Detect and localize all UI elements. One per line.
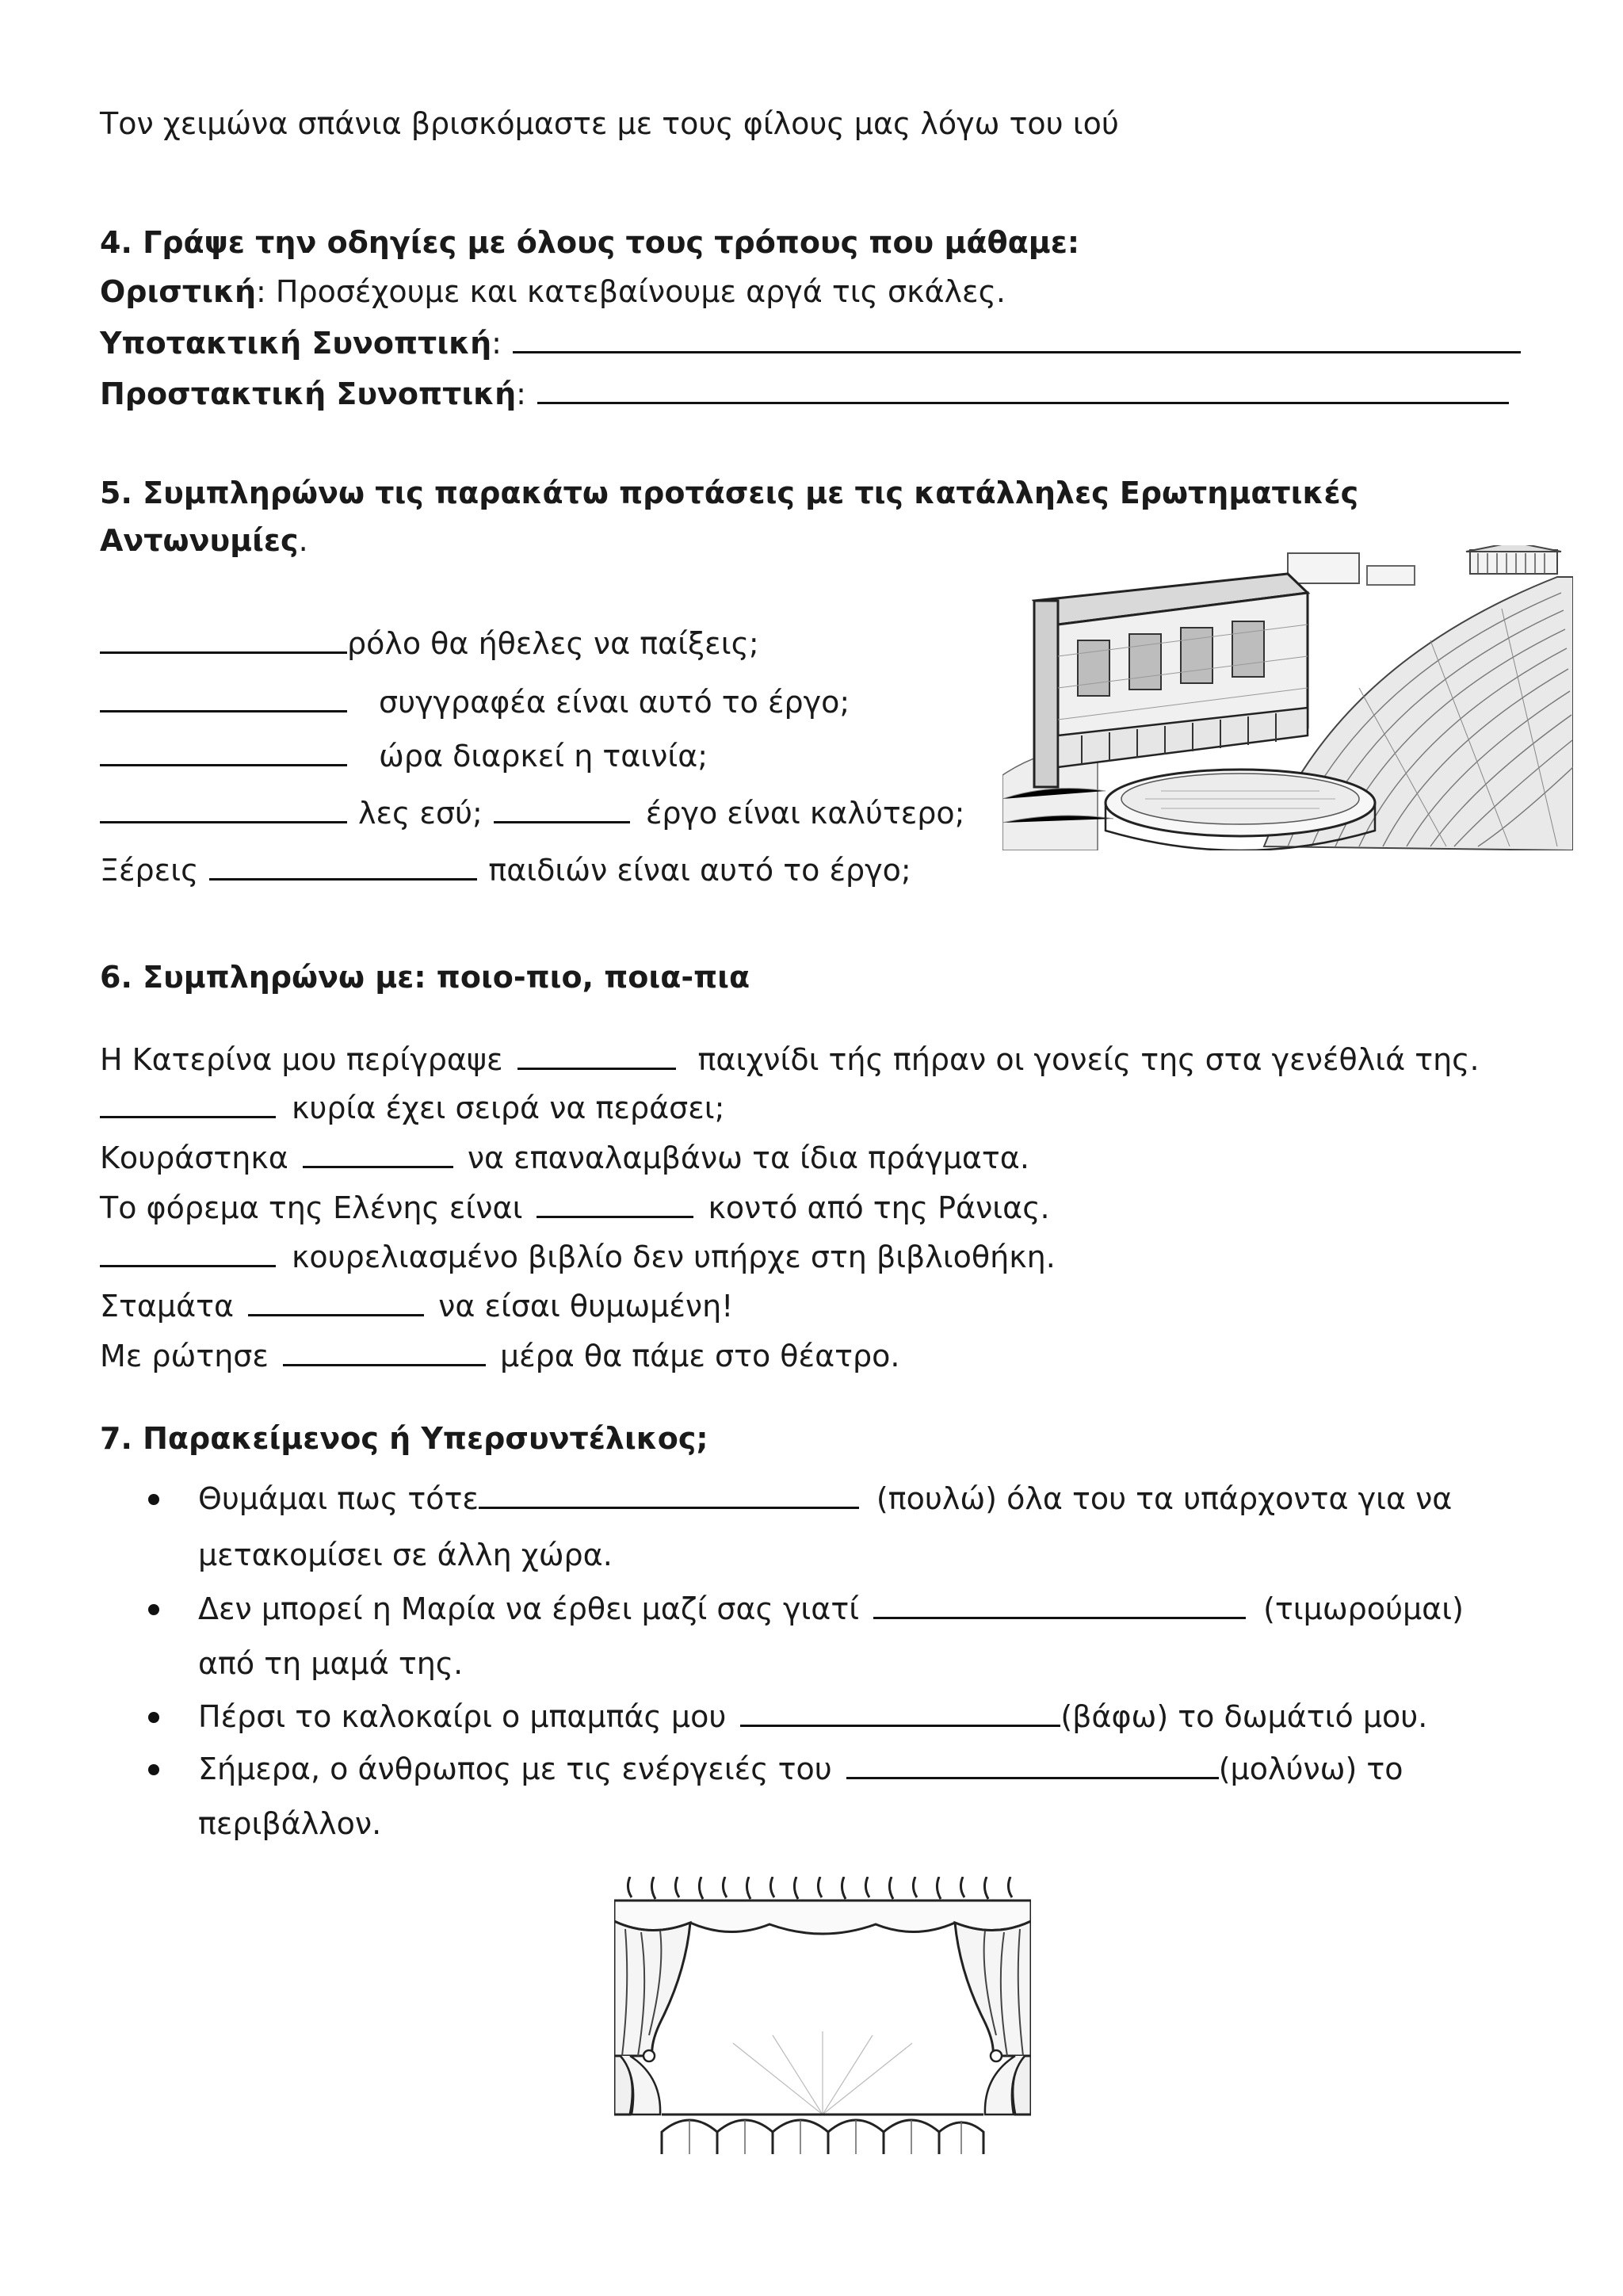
answer-blank[interactable] bbox=[303, 1139, 453, 1168]
q6-l6b-text: να είσαι θυμωμένη! bbox=[438, 1289, 734, 1324]
q7-title: 7. Παρακείμενος ή Υπερσυντέλικος; bbox=[100, 1421, 708, 1456]
q6-l3a-text: Κουράστηκα bbox=[100, 1140, 288, 1175]
answer-blank[interactable] bbox=[873, 1590, 1246, 1619]
q7-item-4-line-2: περιβάλλον. bbox=[198, 1806, 382, 1841]
answer-blank[interactable] bbox=[248, 1287, 424, 1316]
q6-l6a-text: Σταμάτα bbox=[100, 1289, 235, 1324]
answer-blank[interactable] bbox=[100, 683, 347, 712]
bullet-dot bbox=[148, 1712, 159, 1723]
q5-s5a-text: Ξέρεις bbox=[100, 853, 199, 888]
q6-line-7 bbox=[100, 1336, 899, 1376]
answer-blank[interactable] bbox=[537, 375, 1509, 404]
q5-title-period: . bbox=[298, 523, 308, 558]
q5-sentence-4 bbox=[100, 793, 964, 833]
q4-row-oristiki bbox=[100, 272, 1006, 311]
q5-s3-text: ώρα διαρκεί η ταινία; bbox=[379, 739, 708, 774]
q5-sentence-2 bbox=[100, 682, 850, 722]
answer-blank[interactable] bbox=[100, 737, 347, 766]
q4-row-prostaktiki bbox=[100, 374, 1509, 414]
q4-title: 4. Γράψε την οδηγίες με όλους τους τρόπους που μάθαμε: bbox=[100, 225, 1080, 260]
q6-line-2 bbox=[100, 1088, 724, 1128]
q4-label-prostaktiki: Προστακτική Συνοπτική bbox=[100, 376, 517, 411]
q5-title-line1: 5. Συμπληρώνω τις παρακάτω προτάσεις με τις κατάλληλες Ερωτηματικές bbox=[100, 476, 1359, 510]
q6-l2-text: κυρία έχει σειρά να περάσει; bbox=[292, 1091, 725, 1125]
answer-blank[interactable] bbox=[740, 1698, 1060, 1727]
q6-line-6 bbox=[100, 1286, 733, 1326]
q4-label-ypotaktiki: Υποτακτική Συνοπτική bbox=[100, 326, 492, 361]
q4-label-oristiki: Οριστική bbox=[100, 274, 257, 309]
answer-blank[interactable] bbox=[100, 1089, 276, 1118]
answer-blank[interactable] bbox=[100, 1238, 276, 1267]
q6-l3b-text: να επαναλαμβάνω τα ίδια πράγματα. bbox=[467, 1140, 1029, 1175]
q5-title-line2 bbox=[100, 521, 308, 560]
intro-sentence: Τον χειμώνα σπάνια βρισκόμαστε με τους φίλους μας λόγω του ιού bbox=[100, 106, 1119, 141]
q7-b1b-text: (πουλώ) όλα του τα υπάρχοντα για να bbox=[876, 1481, 1453, 1516]
q5-s1-text: ρόλο θα ήθελες να παίξεις; bbox=[347, 626, 759, 661]
q6-line-1 bbox=[100, 1040, 1480, 1079]
q6-line-4 bbox=[100, 1188, 1050, 1228]
q6-l1b-text: παιχνίδι τής πήραν οι γονείς της στα γενέθλιά της. bbox=[697, 1042, 1480, 1077]
q7-b2b-text: (τιμωρούμαι) bbox=[1263, 1591, 1464, 1626]
q6-line-3 bbox=[100, 1138, 1029, 1178]
answer-blank[interactable] bbox=[479, 1480, 859, 1509]
q5-s4b-text: έργο είναι καλύτερο; bbox=[645, 796, 965, 831]
q5-s2-text: συγγραφέα είναι αυτό το έργο; bbox=[379, 685, 850, 720]
q7-item-1-line-2: μετακομίσει σε άλλη χώρα. bbox=[198, 1538, 613, 1572]
q5-sentence-1 bbox=[100, 624, 759, 663]
q5-s5b-text: παιδιών είναι αυτό το έργο; bbox=[488, 853, 911, 888]
bullet-dot bbox=[148, 1764, 159, 1775]
q5-sentence-3 bbox=[100, 736, 708, 776]
q4-colon: : bbox=[516, 376, 526, 411]
q7-item-2-line-2: από τη μαμά της. bbox=[198, 1646, 464, 1681]
q5-s4a-text: λες εσύ; bbox=[358, 796, 483, 831]
q6-l4b-text: κοντό από της Ράνιας. bbox=[708, 1190, 1050, 1225]
q6-line-5 bbox=[100, 1237, 1056, 1277]
answer-blank[interactable] bbox=[209, 851, 477, 881]
answer-blank[interactable] bbox=[517, 1041, 676, 1070]
q6-l7a-text: Με ρώτησε bbox=[100, 1339, 269, 1373]
answer-blank[interactable] bbox=[100, 794, 347, 823]
q7-b3b-text: (βάφω) το δωμάτιό μου. bbox=[1060, 1699, 1428, 1734]
answer-blank[interactable] bbox=[494, 794, 630, 823]
theatre-curtain-stage-illustration bbox=[614, 1877, 1031, 2154]
q7-b4b-text: (μολύνω) το bbox=[1218, 1752, 1403, 1786]
q7-b4a-text: Σήμερα, ο άνθρωπος με τις ενέργειές του bbox=[198, 1752, 832, 1786]
q6-l7b-text: μέρα θα πάμε στο θέατρο. bbox=[499, 1339, 900, 1373]
q5-title-word: Αντωνυμίες bbox=[100, 523, 299, 558]
q6-l5-text: κουρελιασμένο βιβλίο δεν υπήρχε στη βιβλιοθήκη. bbox=[292, 1240, 1056, 1274]
bullet-dot bbox=[148, 1494, 159, 1505]
q7-b2a-text: Δεν μπορεί η Μαρία να έρθει μαζί σας γιατί bbox=[198, 1591, 860, 1626]
q7-item-1-line-1 bbox=[198, 1479, 1452, 1519]
q4-colon: : bbox=[491, 326, 502, 361]
q6-l1a-text: Η Κατερίνα μου περίγραψε bbox=[100, 1042, 503, 1077]
q4-text-oristiki: : Προσέχουμε και κατεβαίνουμε αργά τις σκάλες. bbox=[256, 274, 1006, 309]
answer-blank[interactable] bbox=[100, 625, 347, 654]
answer-blank[interactable] bbox=[846, 1750, 1219, 1779]
q7-item-3-line-1 bbox=[198, 1697, 1427, 1736]
answer-blank[interactable] bbox=[537, 1189, 693, 1218]
q7-b1a-text: Θυμάμαι πως τότε bbox=[198, 1481, 479, 1516]
q7-item-2-line-1 bbox=[198, 1589, 1464, 1629]
answer-blank[interactable] bbox=[513, 324, 1521, 353]
bullet-dot bbox=[148, 1604, 159, 1615]
q6-title: 6. Συμπληρώνω με: ποιο-πιο, ποια-πια bbox=[100, 960, 750, 995]
q7-b3a-text: Πέρσι το καλοκαίρι ο μπαμπάς μου bbox=[198, 1699, 727, 1734]
q7-item-4-line-1 bbox=[198, 1749, 1403, 1789]
q5-sentence-5 bbox=[100, 850, 911, 890]
ancient-theatre-illustration bbox=[1002, 545, 1573, 850]
answer-blank[interactable] bbox=[283, 1337, 486, 1366]
q6-l4a-text: Το φόρεμα της Ελένης είναι bbox=[100, 1190, 523, 1225]
q4-row-ypotaktiki bbox=[100, 323, 1521, 363]
